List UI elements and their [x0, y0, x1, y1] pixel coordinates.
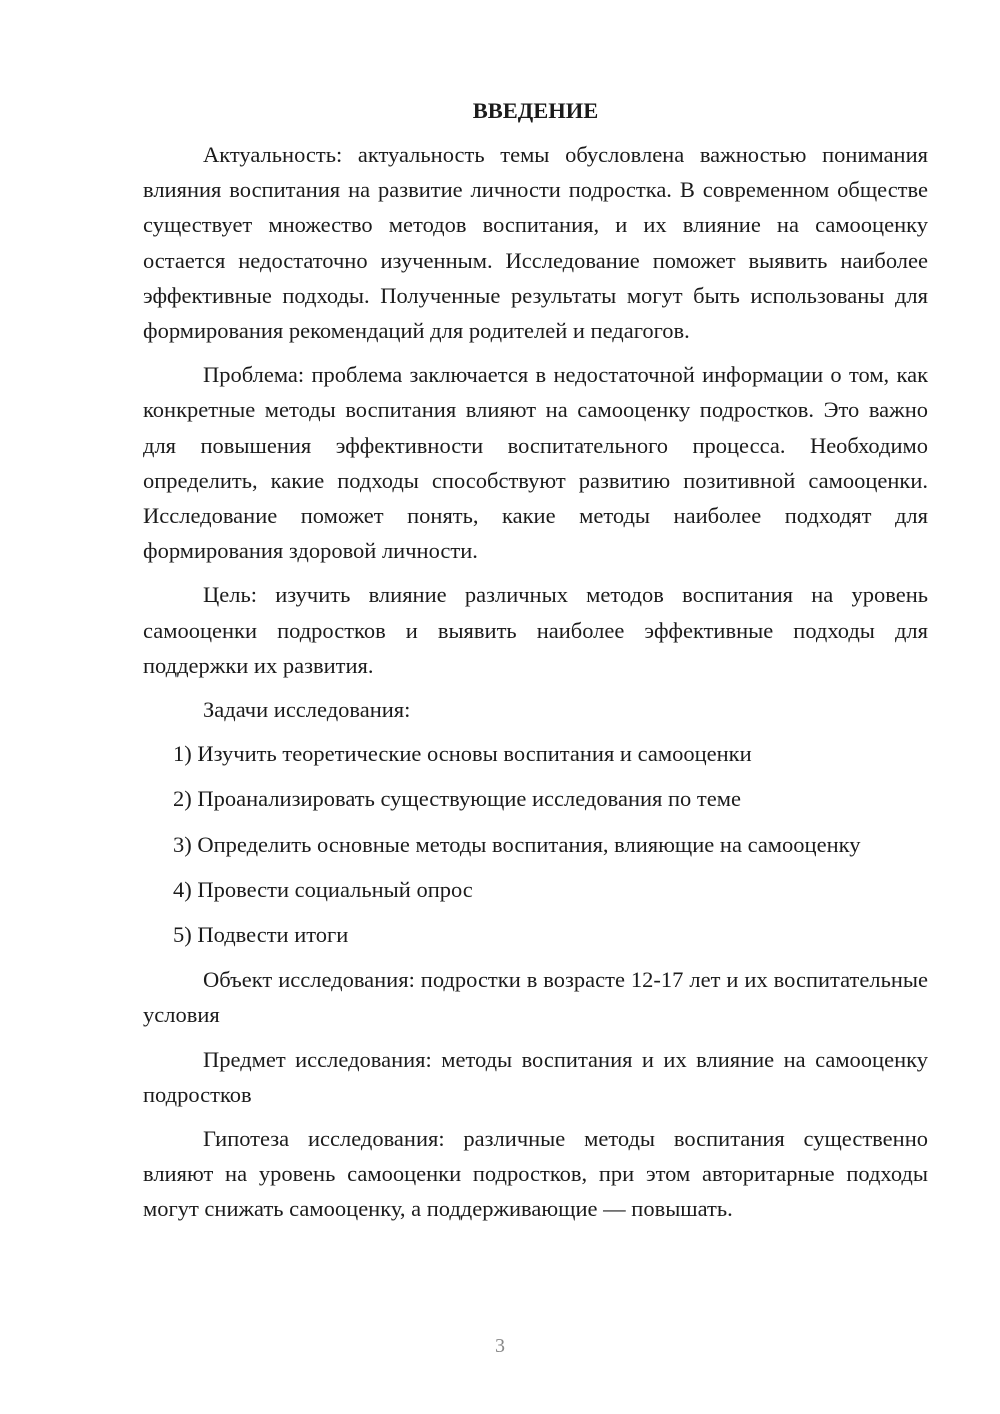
document-page	[143, 95, 928, 1236]
goal-paragraph: Цель: изучить влияние различных методов воспитания на уровень самооценки подростков и выявить наиболее эффективные подходы для поддержки их развития.	[143, 582, 928, 678]
tasks-heading: Задачи исследования:	[203, 697, 411, 723]
task-item-1: 1) Изучить теоретические основы воспитания и самооценки	[173, 741, 752, 767]
relevance-paragraph: Актуальность: актуальность темы обусловлена важностью понимания влияния воспитания на развитие личности подростка. В современном обществе существует множество методов воспитания, и их влияние на самооценку остается недостаточно изученным. Исследование поможет выявить наиболее эффективные подходы. Полученные результаты могут быть использованы для формирования рекомендаций для родителей и педагогов.	[143, 142, 928, 344]
subject-paragraph: Предмет исследования: методы воспитания и их влияние на самооценку подростков	[143, 1046, 928, 1107]
task-item-5: 5) Подвести итоги	[173, 922, 349, 948]
task-item-3: 3) Определить основные методы воспитания, влияющие на самооценку	[173, 831, 861, 857]
page-number: 3	[495, 1335, 505, 1357]
problem-paragraph: Проблема: проблема заключается в недостаточной информации о том, как конкретные методы воспитания влияют на самооценку подростков. Это важно для повышения эффективности воспитательного процесса. Необходимо определить, какие подходы способствуют развитию позитивной самооценки. Исследование поможет понять, какие методы наиболее подходят для формирования здоровой личности.	[143, 362, 928, 564]
task-item-2: 2) Проанализировать существующие исследования по теме	[173, 786, 741, 812]
section-heading: ВВЕДЕНИЕ	[472, 98, 599, 123]
object-paragraph: Объект исследования: подростки в возрасте 12-17 лет и их воспитательные условия	[143, 967, 928, 1028]
task-item-4: 4) Провести социальный опрос	[173, 876, 473, 902]
hypothesis-paragraph: Гипотеза исследования: различные методы воспитания существенно влияют на уровень самооценки подростков, при этом авторитарные подходы могут снижать самооценку, а поддерживающие — повышать.	[143, 1126, 928, 1222]
